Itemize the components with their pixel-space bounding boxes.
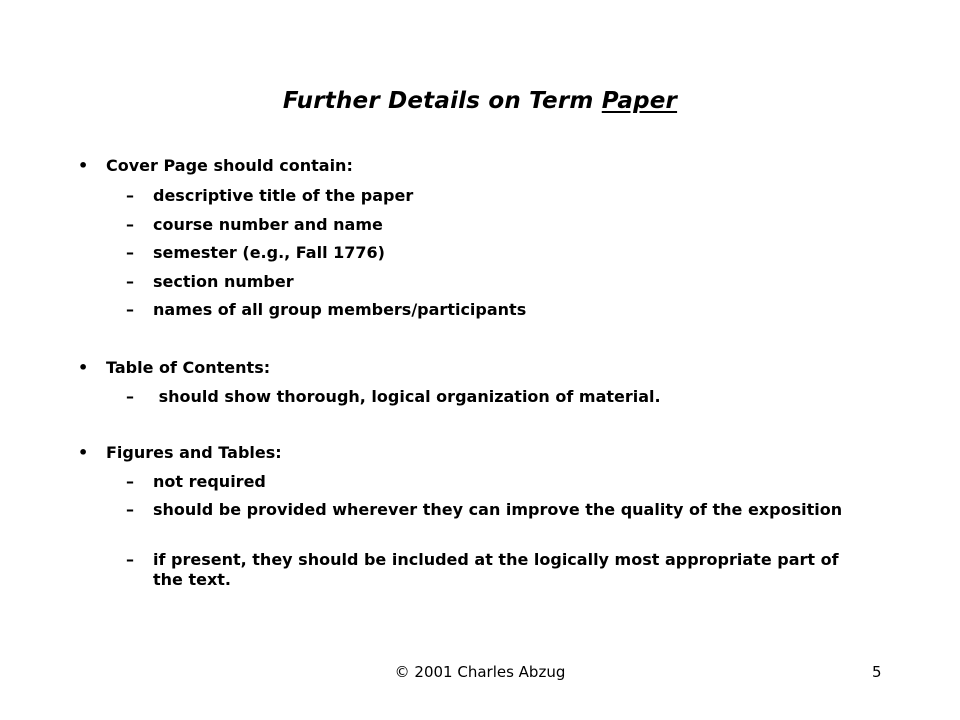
bullet-icon: •: [78, 443, 89, 462]
slide-title: [0, 88, 960, 114]
footer-copyright: © 2001 Charles Abzug: [394, 663, 566, 681]
dash-icon: –: [126, 550, 134, 569]
dash-icon: –: [126, 387, 134, 406]
bullet-heading: Figures and Tables:: [106, 443, 282, 462]
slide-title-main: Further Details on Term: [282, 88, 602, 114]
dash-icon: –: [126, 186, 134, 205]
sub-item-text: should be provided wherever they can improve the quality of the exposition: [153, 500, 843, 519]
slide-title-underlined: Paper: [601, 88, 678, 114]
page-number: 5: [872, 663, 882, 681]
dash-icon: –: [126, 215, 134, 234]
bullet-heading: Cover Page should contain:: [106, 156, 353, 175]
dash-icon: –: [126, 243, 134, 262]
sub-item-text: course number and name: [153, 215, 383, 234]
sub-item-text: not required: [153, 472, 266, 491]
sub-item-text: section number: [153, 272, 294, 291]
sub-item-text: semester (e.g., Fall 1776): [153, 243, 385, 262]
dash-icon: –: [126, 500, 134, 519]
dash-icon: –: [126, 300, 134, 319]
bullet-icon: •: [78, 156, 89, 175]
sub-item-text: if present, they should be included at the logically most appropriate part of the text.: [153, 550, 839, 589]
dash-icon: –: [126, 272, 134, 291]
sub-item-text: names of all group members/participants: [153, 300, 527, 319]
sub-item-text: should show thorough, logical organization of material.: [153, 387, 661, 406]
sub-item-text: descriptive title of the paper: [153, 186, 414, 205]
bullet-heading: Table of Contents:: [106, 358, 271, 377]
bullet-icon: •: [78, 358, 89, 377]
dash-icon: –: [126, 472, 134, 491]
